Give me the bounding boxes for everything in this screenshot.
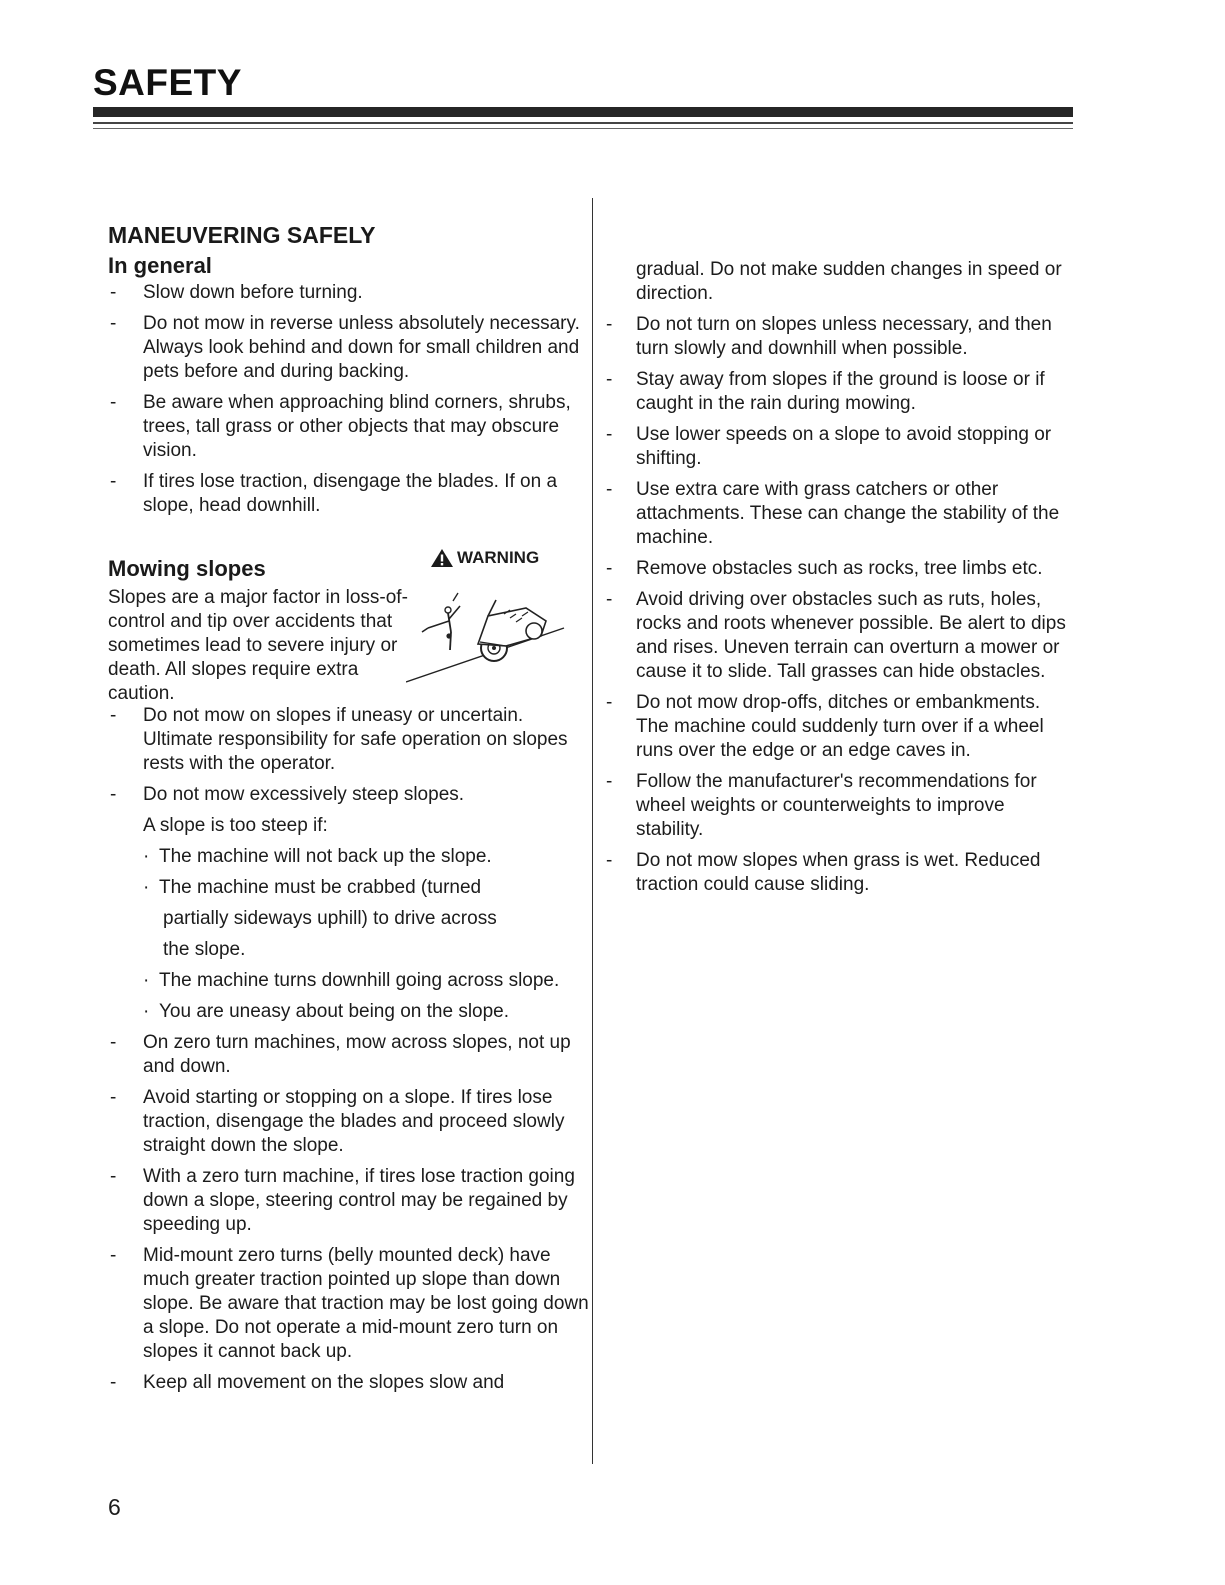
steep-condition: · You are uneasy about being on the slope. (143, 1001, 510, 1022)
mower-tipping-illustration (406, 586, 566, 686)
header-rule (93, 107, 1073, 117)
slope-list-a (108, 704, 590, 807)
header-rule-thin (93, 128, 1073, 129)
list-item: - Do not turn on slopes unless necessary, and then turn slowly and downhill when possible. (606, 314, 1052, 359)
warning-triangle-icon (430, 548, 454, 568)
list-item: - Do not mow drop-offs, ditches or embankments. The machine could suddenly turn over if a wheel runs over the edge or an edge caves in. (606, 692, 1044, 761)
steep-intro: A slope is too steep if: (143, 815, 328, 836)
column-divider (592, 198, 593, 1464)
list-item: - Use extra care with grass catchers or other attachments. These can change the stability of the machine. (606, 479, 1060, 548)
list-item: - Do not mow on slopes if uneasy or uncertain. Ultimate responsibility for safe operation on slopes rests with the operator. (110, 705, 568, 774)
mowing-intro-block (108, 586, 590, 704)
general-list (108, 281, 590, 518)
list-item: - Remove obstacles such as rocks, tree limbs etc. (606, 558, 1043, 579)
mowing-header (108, 546, 590, 586)
list-item: - Do not mow slopes when grass is wet. Reduced traction could cause sliding. (606, 850, 1041, 895)
steep-condition: · The machine must be crabbed (turned (143, 877, 482, 898)
continued-text: gradual. Do not make sudden changes in speed or direction. (636, 259, 1062, 304)
right-list (604, 313, 1074, 897)
list-item: - Avoid starting or stopping on a slope. If tires lose traction, disengage the blades and proceed slowly straight down the slope. (110, 1087, 565, 1156)
list-item: - Slow down before turning. (110, 282, 363, 303)
list-item: - Do not mow excessively steep slopes. (110, 784, 465, 805)
general-title: In general (108, 253, 212, 278)
steep-condition-continued: partially sideways uphill) to drive across (163, 908, 497, 929)
page-title: SAFETY (93, 62, 242, 103)
list-item: - Avoid driving over obstacles such as ruts, holes, rocks and roots whenever possible. Be alert to dips and rises. Uneven terrain can overturn a mower or cause it to slide. Tall grasses can hide obstacles. (606, 589, 1066, 682)
header-rule-thin (93, 122, 1073, 124)
page-number: 6 (108, 1494, 121, 1520)
list-item: - Stay away from slopes if the ground is loose or if caught in the rain during mowing. (606, 369, 1045, 414)
list-item: - Follow the manufacturer's recommendations for wheel weights or counterweights to improve stability. (606, 771, 1037, 840)
list-item: - Mid-mount zero turns (belly mounted deck) have much greater traction pointed up slope than down slope. Be aware that traction may be lost going down a slope. Do not operate a mid-mount zero turn on slopes it cannot back up. (110, 1245, 589, 1362)
warning-label: WARNING (430, 548, 539, 568)
steep-condition-continued: the slope. (163, 939, 246, 960)
list-item: - Be aware when approaching blind corners, shrubs, trees, tall grass or other objects that may obscure vision. (110, 392, 571, 461)
list-item: - If tires lose traction, disengage the blades. If on a slope, head downhill. (110, 471, 558, 516)
steep-condition: · The machine will not back up the slope. (143, 846, 492, 867)
mowing-intro: Slopes are a major factor in loss-of-control and tip over accidents that sometimes lead to severe injury or death. All slopes require extra caution. (108, 587, 408, 704)
mowing-title: Mowing slopes (108, 556, 266, 581)
list-item: - With a zero turn machine, if tires lose traction going down a slope, steering control may be regained by speeding up. (110, 1166, 575, 1235)
section-title: MANEUVERING SAFELY (108, 222, 376, 248)
right-column (604, 258, 1074, 904)
steep-condition: · The machine turns downhill going across slope. (143, 970, 560, 991)
list-item: - On zero turn machines, mow across slopes, not up and down. (110, 1032, 571, 1077)
list-item: - Use lower speeds on a slope to avoid stopping or shifting. (606, 424, 1052, 469)
list-item: - Keep all movement on the slopes slow and (110, 1372, 505, 1393)
left-column (108, 222, 590, 1402)
list-item: - Do not mow in reverse unless absolutely necessary. Always look behind and down for small children and pets before and during backing. (110, 313, 580, 382)
slope-list-b (108, 1031, 590, 1395)
